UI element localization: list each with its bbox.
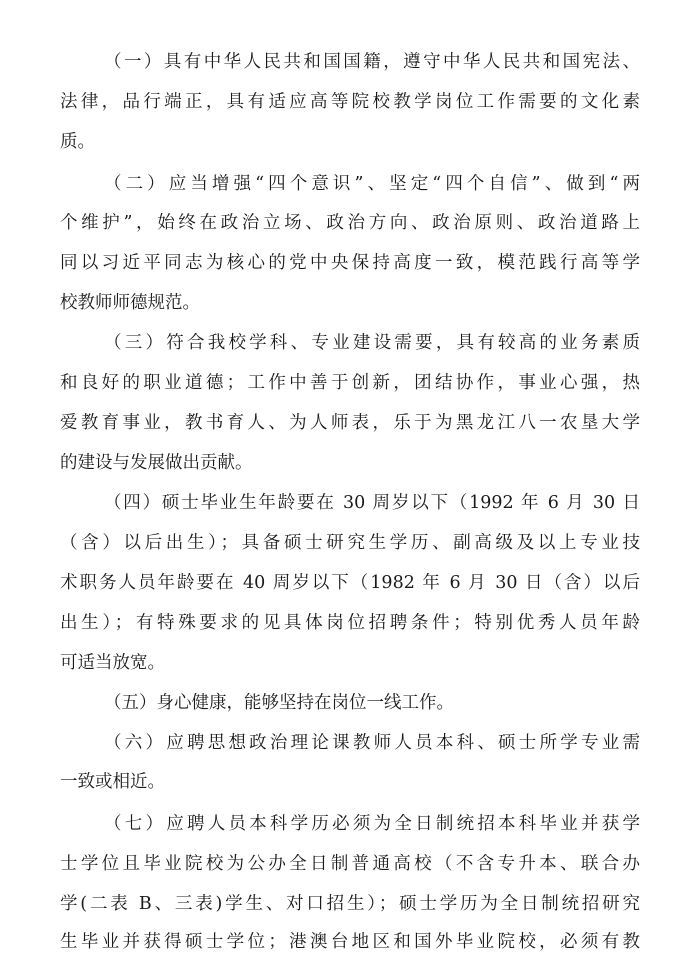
- paragraph-3-line-1: （三）符合我校学科、专业建设需要，具有较高的业务素质: [104, 333, 640, 353]
- paragraph-4-line-4: 出生）；有特殊要求的见具体岗位招聘条件；特别优秀人员年龄: [60, 613, 640, 633]
- paragraph-3-line-2: 和良好的职业道德；工作中善于创新，团结协作，事业心强，热: [60, 373, 640, 393]
- paragraph-1-line-3: 质。: [60, 132, 95, 152]
- paragraph-2-line-4: 校教师师德规范。: [60, 293, 200, 313]
- paragraph-1-line-2: 法律，品行端正，具有适应高等院校教学岗位工作需要的文化素: [60, 92, 640, 112]
- paragraph-1-line-1: （一）具有中华人民共和国国籍，遵守中华人民共和国宪法、: [104, 52, 640, 72]
- paragraph-2-line-2: 个维护”，始终在政治立场、政治方向、政治原则、政治道路上: [60, 213, 640, 233]
- paragraph-4-line-2: （含）以后出生）；具备硕士研究生学历、副高级及以上专业技: [60, 533, 640, 553]
- paragraph-4-line-5: 可适当放宽。: [60, 653, 165, 673]
- paragraph-6-line-1: （六）应聘思想政治理论课教师人员本科、硕士所学专业需: [104, 733, 640, 753]
- paragraph-7-line-2: 士学位且毕业院校为公办全日制普通高校（不含专升本、联合办: [60, 854, 640, 874]
- paragraph-7-line-4: 生毕业并获得硕士学位；港澳台地区和国外毕业院校，必须有教: [60, 932, 640, 952]
- paragraph-3-line-3: 爱教育事业，教书育人、为人师表，乐于为黑龙江八一农垦大学: [60, 413, 640, 433]
- paragraph-5-line-1: （五）身心健康，能够坚持在岗位一线工作。: [104, 693, 454, 713]
- paragraph-3-line-4: 的建设与发展做出贡献。: [60, 453, 253, 473]
- paragraph-7-line-1: （七）应聘人员本科学历必须为全日制统招本科毕业并获学: [104, 814, 640, 834]
- paragraph-2-line-1: （二）应当增强“四个意识”、坚定“四个自信”、做到“两: [104, 174, 640, 194]
- paragraph-6-line-2: 一致或相近。: [60, 772, 165, 792]
- paragraph-4-line-1: （四）硕士毕业生年龄要在 30 周岁以下（1992 年 6 月 30 日: [104, 493, 640, 513]
- paragraph-2-line-3: 同以习近平同志为核心的党中央保持高度一致，模范践行高等学: [60, 253, 640, 273]
- paragraph-4-line-3: 术职务人员年龄要在 40 周岁以下（1982 年 6 月 30 日（含）以后: [60, 573, 640, 593]
- paragraph-7-line-3: 学(二表 B、三表)学生、对口招生）；硕士学历为全日制统招研究: [60, 894, 640, 914]
